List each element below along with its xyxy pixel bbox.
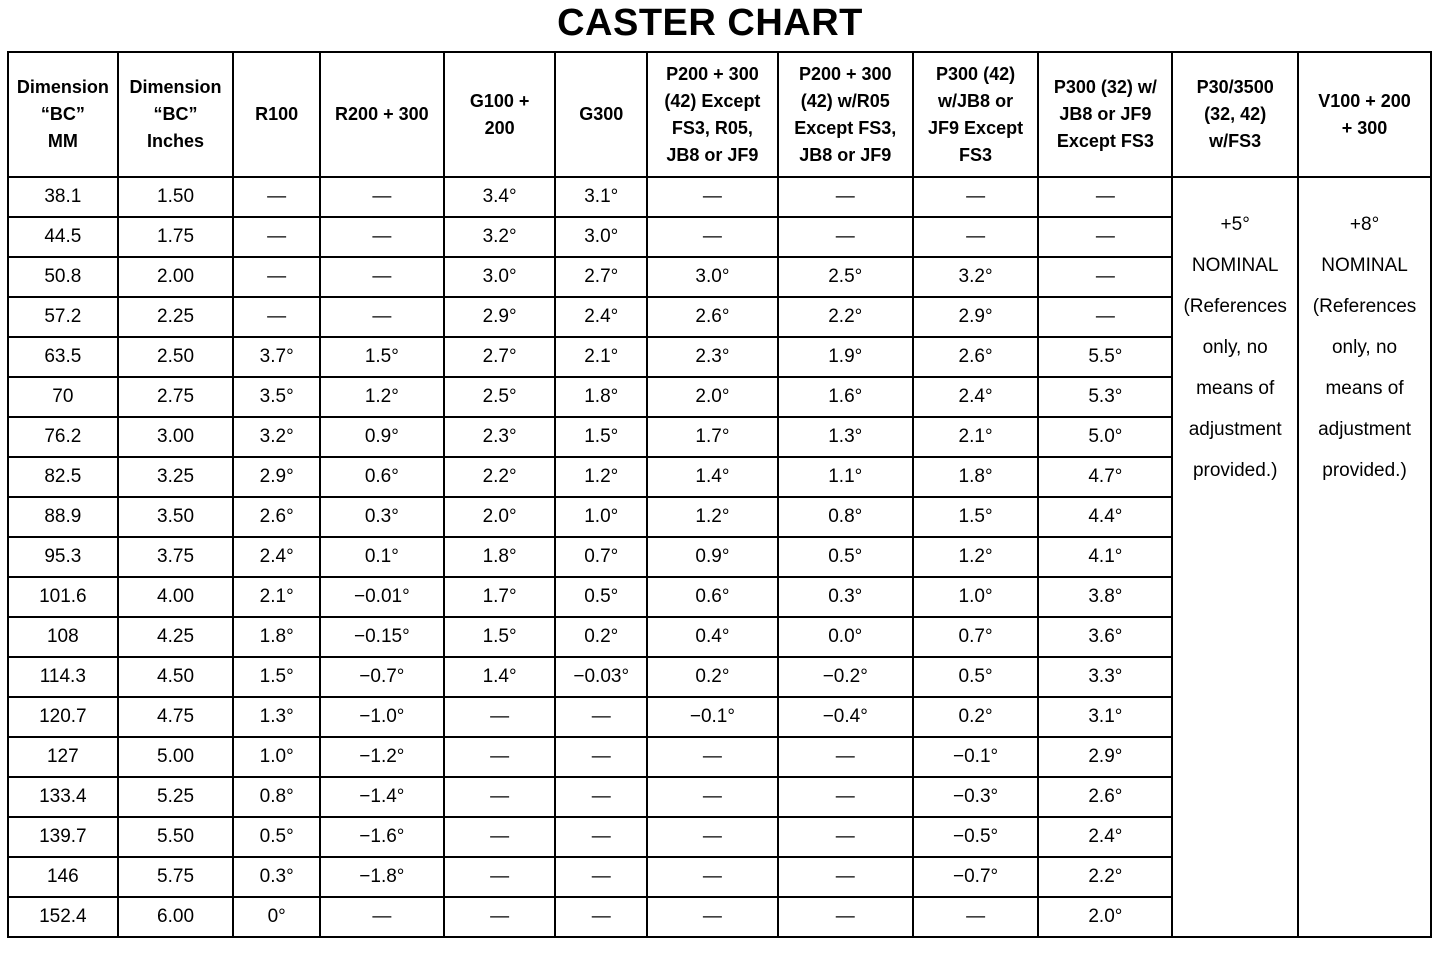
cell-g100-200: 3.0° — [444, 257, 556, 297]
cell-r100: — — [233, 297, 320, 337]
cell-inches: 5.25 — [118, 777, 234, 817]
col-header-p200-300-r05: P200 + 300 (42) w/R05 Except FS3, JB8 or JF9 — [778, 52, 913, 177]
cell-p300-32: — — [1038, 177, 1172, 217]
cell-r100: 0° — [233, 897, 320, 937]
cell-p200-300-r05: — — [778, 177, 913, 217]
col-header-p300-42: P300 (42) w/JB8 or JF9 Except FS3 — [913, 52, 1039, 177]
cell-g100-200: 2.5° — [444, 377, 556, 417]
cell-inches: 3.25 — [118, 457, 234, 497]
cell-mm: 50.8 — [8, 257, 118, 297]
col-header-p200-300-except: P200 + 300 (42) Except FS3, R05, JB8 or JF9 — [647, 52, 778, 177]
cell-inches: 2.75 — [118, 377, 234, 417]
cell-g100-200: — — [444, 777, 556, 817]
cell-g300: — — [555, 817, 647, 857]
cell-r200-300: — — [320, 897, 444, 937]
cell-mm: 88.9 — [8, 497, 118, 537]
cell-p200-300-r05: 0.3° — [778, 577, 913, 617]
cell-inches: 5.50 — [118, 817, 234, 857]
cell-mm: 70 — [8, 377, 118, 417]
col-header-r100: R100 — [233, 52, 320, 177]
cell-r200-300: −0.7° — [320, 657, 444, 697]
cell-p300-42: 0.7° — [913, 617, 1039, 657]
cell-mm: 63.5 — [8, 337, 118, 377]
col-header-dimension-inches: Dimension “BC” Inches — [118, 52, 234, 177]
cell-inches: 2.50 — [118, 337, 234, 377]
cell-p300-42: — — [913, 217, 1039, 257]
cell-g300: −0.03° — [555, 657, 647, 697]
cell-g300: 1.8° — [555, 377, 647, 417]
cell-r200-300: −1.8° — [320, 857, 444, 897]
cell-p300-42: 3.2° — [913, 257, 1039, 297]
cell-inches: 3.00 — [118, 417, 234, 457]
cell-r200-300: 0.6° — [320, 457, 444, 497]
cell-p200-300-except: — — [647, 177, 778, 217]
cell-g300: — — [555, 697, 647, 737]
cell-g100-200: 1.5° — [444, 617, 556, 657]
cell-p200-300-except: 1.4° — [647, 457, 778, 497]
cell-p300-32: 3.6° — [1038, 617, 1172, 657]
cell-mm: 139.7 — [8, 817, 118, 857]
cell-r100: 0.8° — [233, 777, 320, 817]
cell-p200-300-r05: 0.0° — [778, 617, 913, 657]
cell-p200-300-r05: — — [778, 777, 913, 817]
note-p30-3500: +5° NOMINAL (References only, no means of adjustment provided.) — [1172, 177, 1298, 937]
cell-r200-300: −0.15° — [320, 617, 444, 657]
cell-p300-32: 5.3° — [1038, 377, 1172, 417]
cell-g100-200: 1.8° — [444, 537, 556, 577]
table-body — [8, 177, 1431, 937]
cell-p200-300-except: 0.2° — [647, 657, 778, 697]
cell-mm: 76.2 — [8, 417, 118, 457]
cell-p300-32: 4.4° — [1038, 497, 1172, 537]
cell-g300: 3.0° — [555, 217, 647, 257]
cell-r200-300: 0.3° — [320, 497, 444, 537]
cell-mm: 101.6 — [8, 577, 118, 617]
cell-r200-300: −1.0° — [320, 697, 444, 737]
cell-p200-300-except: −0.1° — [647, 697, 778, 737]
cell-p300-42: 0.5° — [913, 657, 1039, 697]
cell-p200-300-except: 2.6° — [647, 297, 778, 337]
cell-mm: 152.4 — [8, 897, 118, 937]
cell-mm: 108 — [8, 617, 118, 657]
cell-r100: 0.5° — [233, 817, 320, 857]
cell-p200-300-except: 1.7° — [647, 417, 778, 457]
cell-inches: 5.00 — [118, 737, 234, 777]
cell-g300: 0.5° — [555, 577, 647, 617]
cell-g100-200: 1.7° — [444, 577, 556, 617]
cell-g300: 0.7° — [555, 537, 647, 577]
cell-p200-300-r05: −0.4° — [778, 697, 913, 737]
cell-p300-42: −0.1° — [913, 737, 1039, 777]
cell-p200-300-except: 2.0° — [647, 377, 778, 417]
cell-inches: 1.50 — [118, 177, 234, 217]
cell-g100-200: 2.2° — [444, 457, 556, 497]
cell-p200-300-except: 2.3° — [647, 337, 778, 377]
cell-g100-200: — — [444, 697, 556, 737]
cell-r100: 3.5° — [233, 377, 320, 417]
cell-r100: 1.0° — [233, 737, 320, 777]
cell-p300-32: 4.1° — [1038, 537, 1172, 577]
cell-r200-300: −1.4° — [320, 777, 444, 817]
cell-r100: 2.4° — [233, 537, 320, 577]
cell-r100: 1.3° — [233, 697, 320, 737]
cell-mm: 82.5 — [8, 457, 118, 497]
cell-r200-300: −1.2° — [320, 737, 444, 777]
cell-p200-300-except: — — [647, 777, 778, 817]
cell-p300-42: 2.4° — [913, 377, 1039, 417]
cell-g300: — — [555, 737, 647, 777]
cell-p200-300-except: 0.9° — [647, 537, 778, 577]
cell-g100-200: — — [444, 897, 556, 937]
cell-r100: 3.7° — [233, 337, 320, 377]
cell-p200-300-r05: 1.3° — [778, 417, 913, 457]
cell-mm: 146 — [8, 857, 118, 897]
cell-g300: 2.7° — [555, 257, 647, 297]
cell-p300-42: 1.5° — [913, 497, 1039, 537]
cell-r200-300: — — [320, 217, 444, 257]
cell-r200-300: 1.2° — [320, 377, 444, 417]
cell-inches: 5.75 — [118, 857, 234, 897]
cell-p300-42: 2.9° — [913, 297, 1039, 337]
cell-g300: — — [555, 777, 647, 817]
cell-g300: 3.1° — [555, 177, 647, 217]
cell-p300-32: 2.4° — [1038, 817, 1172, 857]
cell-inches: 2.25 — [118, 297, 234, 337]
caster-table — [7, 51, 1432, 938]
cell-mm: 38.1 — [8, 177, 118, 217]
cell-p200-300-r05: 1.6° — [778, 377, 913, 417]
cell-g300: 2.1° — [555, 337, 647, 377]
cell-p200-300-except: — — [647, 217, 778, 257]
cell-r100: 2.6° — [233, 497, 320, 537]
cell-p300-42: 1.2° — [913, 537, 1039, 577]
cell-p300-42: 2.1° — [913, 417, 1039, 457]
cell-p200-300-r05: — — [778, 217, 913, 257]
page-title: CASTER CHART — [557, 2, 863, 44]
cell-mm: 57.2 — [8, 297, 118, 337]
col-header-v100-200-300: V100 + 200 + 300 — [1298, 52, 1431, 177]
cell-r200-300: 0.9° — [320, 417, 444, 457]
cell-r200-300: — — [320, 257, 444, 297]
cell-p200-300-r05: 0.8° — [778, 497, 913, 537]
cell-r200-300: 0.1° — [320, 537, 444, 577]
cell-p300-42: 2.6° — [913, 337, 1039, 377]
cell-g100-200: — — [444, 817, 556, 857]
cell-mm: 120.7 — [8, 697, 118, 737]
cell-p300-42: — — [913, 177, 1039, 217]
cell-inches: 6.00 — [118, 897, 234, 937]
cell-p300-32: 2.9° — [1038, 737, 1172, 777]
cell-p300-42: 0.2° — [913, 697, 1039, 737]
cell-p200-300-except: 0.4° — [647, 617, 778, 657]
cell-p300-32: 2.6° — [1038, 777, 1172, 817]
cell-p300-42: −0.5° — [913, 817, 1039, 857]
cell-r100: — — [233, 177, 320, 217]
cell-r200-300: — — [320, 177, 444, 217]
cell-p200-300-r05: −0.2° — [778, 657, 913, 697]
cell-g300: 1.2° — [555, 457, 647, 497]
cell-g300: 2.4° — [555, 297, 647, 337]
cell-r100: — — [233, 257, 320, 297]
cell-p300-32: 3.3° — [1038, 657, 1172, 697]
cell-g300: 1.5° — [555, 417, 647, 457]
cell-p200-300-r05: — — [778, 817, 913, 857]
cell-inches: 3.50 — [118, 497, 234, 537]
cell-p300-32: 3.1° — [1038, 697, 1172, 737]
cell-g100-200: — — [444, 737, 556, 777]
cell-p200-300-except: — — [647, 817, 778, 857]
cell-p300-32: 4.7° — [1038, 457, 1172, 497]
cell-g100-200: — — [444, 857, 556, 897]
cell-g300: 0.2° — [555, 617, 647, 657]
cell-inches: 4.75 — [118, 697, 234, 737]
cell-p200-300-r05: 2.2° — [778, 297, 913, 337]
cell-r100: 2.9° — [233, 457, 320, 497]
cell-p300-42: 1.8° — [913, 457, 1039, 497]
cell-g100-200: 2.9° — [444, 297, 556, 337]
cell-p200-300-except: 1.2° — [647, 497, 778, 537]
cell-g300: — — [555, 897, 647, 937]
cell-mm: 95.3 — [8, 537, 118, 577]
col-header-g100-200: G100 + 200 — [444, 52, 556, 177]
cell-g100-200: 2.0° — [444, 497, 556, 537]
col-header-g300: G300 — [555, 52, 647, 177]
cell-p300-32: — — [1038, 217, 1172, 257]
cell-p200-300-r05: — — [778, 857, 913, 897]
cell-p200-300-r05: 1.9° — [778, 337, 913, 377]
cell-mm: 44.5 — [8, 217, 118, 257]
cell-r100: 2.1° — [233, 577, 320, 617]
cell-p300-42: −0.7° — [913, 857, 1039, 897]
cell-inches: 1.75 — [118, 217, 234, 257]
cell-g100-200: 1.4° — [444, 657, 556, 697]
cell-p200-300-except: — — [647, 737, 778, 777]
cell-r100: 1.8° — [233, 617, 320, 657]
cell-g100-200: 2.3° — [444, 417, 556, 457]
cell-mm: 127 — [8, 737, 118, 777]
cell-p300-32: 5.0° — [1038, 417, 1172, 457]
cell-inches: 4.50 — [118, 657, 234, 697]
cell-p200-300-except: 3.0° — [647, 257, 778, 297]
cell-r100: 1.5° — [233, 657, 320, 697]
cell-g100-200: 3.4° — [444, 177, 556, 217]
cell-r100: — — [233, 217, 320, 257]
cell-p300-42: −0.3° — [913, 777, 1039, 817]
cell-p300-32: 3.8° — [1038, 577, 1172, 617]
cell-p200-300-except: — — [647, 897, 778, 937]
cell-p300-32: — — [1038, 297, 1172, 337]
cell-r100: 0.3° — [233, 857, 320, 897]
cell-mm: 114.3 — [8, 657, 118, 697]
cell-inches: 2.00 — [118, 257, 234, 297]
cell-p300-32: 5.5° — [1038, 337, 1172, 377]
cell-p200-300-r05: 2.5° — [778, 257, 913, 297]
cell-mm: 133.4 — [8, 777, 118, 817]
cell-r200-300: −0.01° — [320, 577, 444, 617]
cell-g300: — — [555, 857, 647, 897]
cell-inches: 4.00 — [118, 577, 234, 617]
cell-g300: 1.0° — [555, 497, 647, 537]
cell-g100-200: 2.7° — [444, 337, 556, 377]
cell-p200-300-r05: 0.5° — [778, 537, 913, 577]
cell-p300-42: 1.0° — [913, 577, 1039, 617]
col-header-dimension-mm: Dimension “BC” MM — [8, 52, 118, 177]
cell-r200-300: — — [320, 297, 444, 337]
cell-g100-200: 3.2° — [444, 217, 556, 257]
cell-p300-32: 2.2° — [1038, 857, 1172, 897]
cell-p200-300-r05: — — [778, 897, 913, 937]
cell-p300-32: 2.0° — [1038, 897, 1172, 937]
cell-p200-300-except: — — [647, 857, 778, 897]
cell-r100: 3.2° — [233, 417, 320, 457]
cell-p300-42: — — [913, 897, 1039, 937]
cell-p200-300-except: 0.6° — [647, 577, 778, 617]
cell-p300-32: — — [1038, 257, 1172, 297]
note-v100-200-300: +8° NOMINAL (References only, no means of adjustment provided.) — [1298, 177, 1431, 937]
cell-r200-300: −1.6° — [320, 817, 444, 857]
col-header-p300-32: P300 (32) w/ JB8 or JF9 Except FS3 — [1038, 52, 1172, 177]
table-row — [8, 177, 1431, 217]
header-row — [8, 52, 1431, 177]
col-header-r200-300: R200 + 300 — [320, 52, 444, 177]
cell-inches: 3.75 — [118, 537, 234, 577]
col-header-p30-3500: P30/3500 (32, 42) w/FS3 — [1172, 52, 1298, 177]
cell-r200-300: 1.5° — [320, 337, 444, 377]
cell-inches: 4.25 — [118, 617, 234, 657]
cell-p200-300-r05: 1.1° — [778, 457, 913, 497]
cell-p200-300-r05: — — [778, 737, 913, 777]
